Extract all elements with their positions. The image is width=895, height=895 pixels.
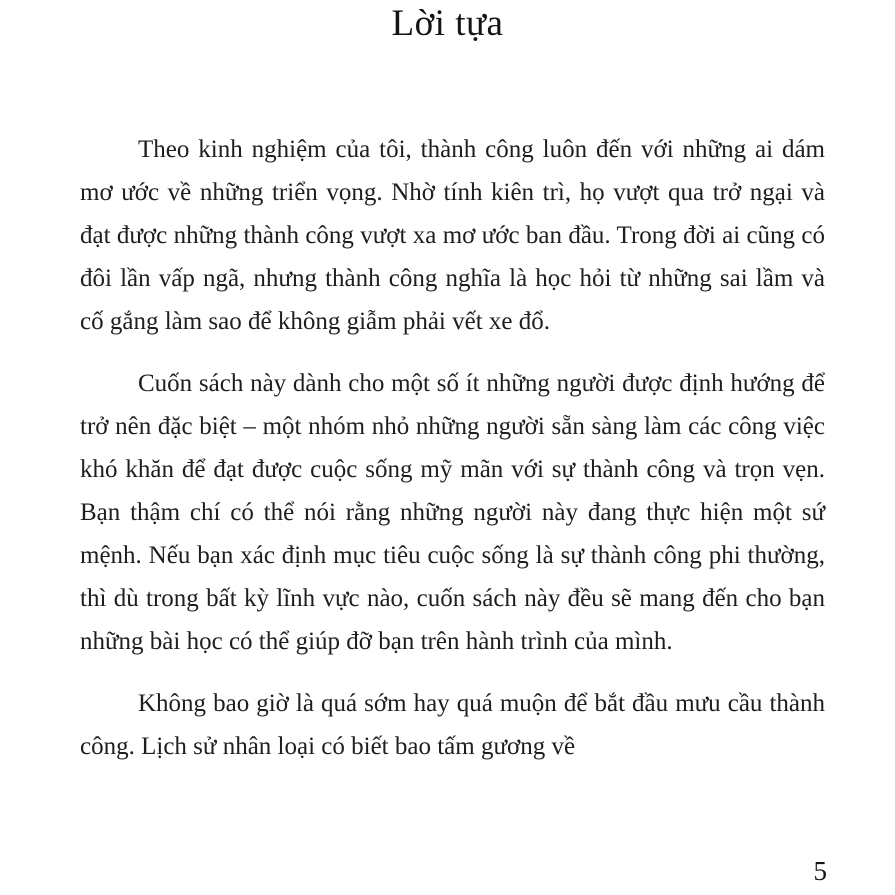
- page-body: [80, 128, 825, 787]
- paragraph-2: Cuốn sách này dành cho một số ít những người được định hướng để trở nên đặc biệt – một nhóm nhỏ những người sẵn sàng làm các công việc khó khăn để đạt được cuộc sống mỹ mãn với sự thành công và trọn vẹn. Bạn thậm chí có thể nói rằng những người này đang thực hiện một sứ mệnh. Nếu bạn xác định mục tiêu cuộc sống là sự thành công phi thường, thì dù trong bất kỳ lĩnh vực nào, cuốn sách này đều sẽ mang đến cho bạn những bài học có thể giúp đỡ bạn trên hành trình của mình.: [80, 370, 825, 655]
- page-title: Lời tựa: [391, 3, 504, 44]
- page-number: 5: [813, 856, 827, 886]
- paragraph-1: Theo kinh nghiệm của tôi, thành công luôn đến với những ai dám mơ ước về những triển vọng. Nhờ tính kiên trì, họ vượt qua trở ngại và đạt được những thành công vượt xa mơ ước ban đầu. Trong đời ai cũng có đôi lần vấp ngã, nhưng thành công nghĩa là học hỏi từ những sai lầm và cố gắng làm sao để không giẫm phải vết xe đổ.: [80, 136, 825, 335]
- paragraph-3: Không bao giờ là quá sớm hay quá muộn để bắt đầu mưu cầu thành công. Lịch sử nhân loại có biết bao tấm gương về: [80, 690, 825, 760]
